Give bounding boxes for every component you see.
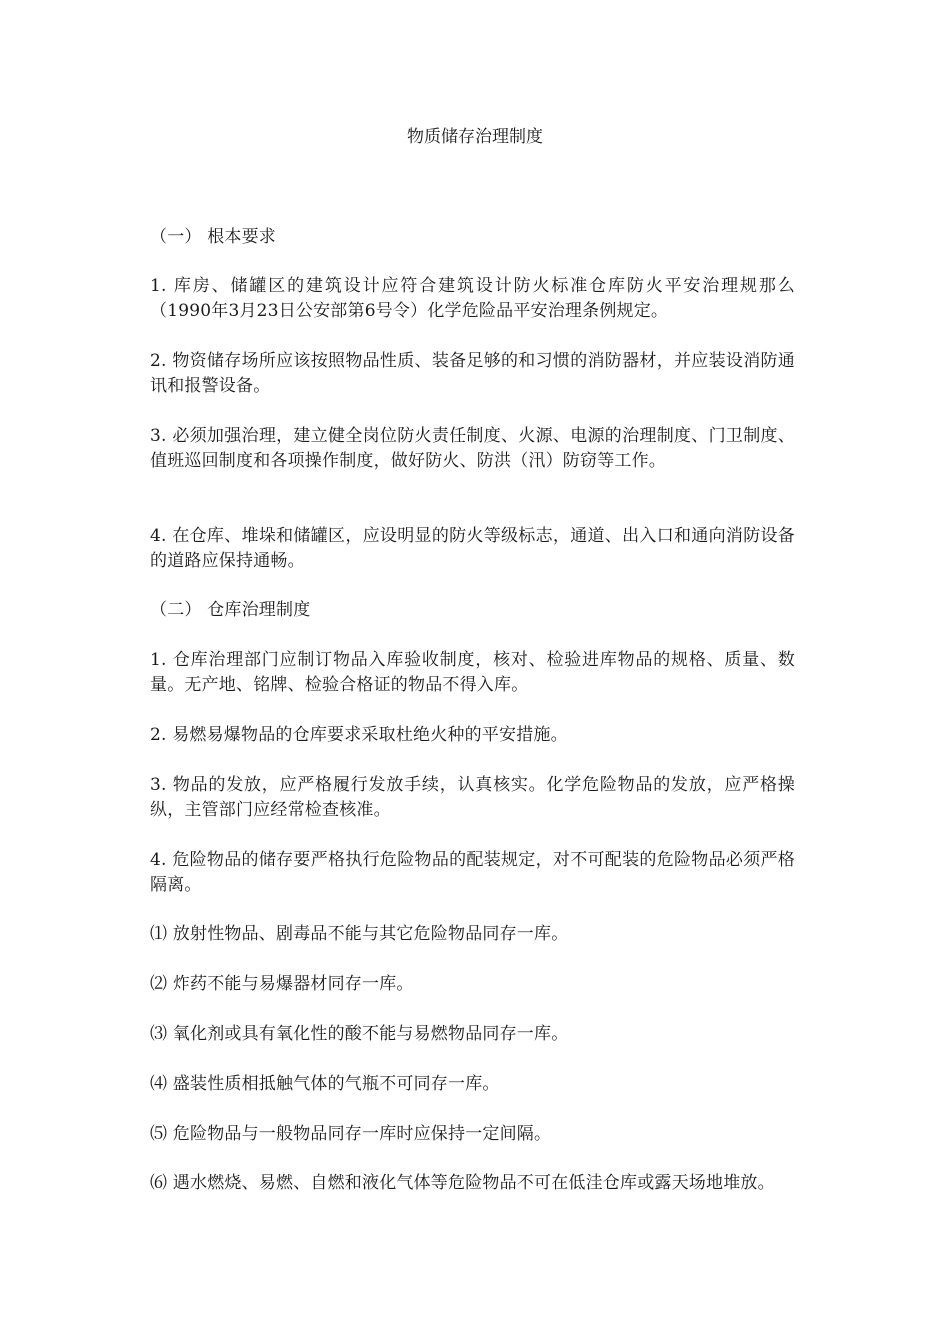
paragraph-building-design: 1. 库房、储罐区的建筑设计应符合建筑设计防火标准仓库防火平安治理规那么（1990年3月23日公安部第6号令）化学危险品平安治理条例规定。 <box>150 276 795 321</box>
list-item: ⑵ 炸药不能与易爆器材同存一库。 <box>150 974 414 994</box>
list-item: ⑶ 氧化剂或具有氧化性的酸不能与易燃物品同存一库。 <box>150 1024 569 1044</box>
list-item: ⑸ 危险物品与一般物品同存一库时应保持一定间隔。 <box>150 1124 552 1144</box>
paragraph-fire-signs: 4. 在仓库、堆垛和储罐区，应设明显的防火等级标志，通道、出入口和通向消防设备的道路应保持通畅。 <box>150 526 795 571</box>
list-item: ⑹ 遇水燃烧、易燃、自燃和液化气体等危险物品不可在低洼仓库或露天场地堆放。 <box>150 1173 775 1193</box>
paragraph-flammable-safety: 2. 易燃易爆物品的仓库要求采取杜绝火种的平安措施。 <box>150 725 568 745</box>
list-item: ⑷ 盛装性质相抵触气体的气瓶不可同存一库。 <box>150 1074 500 1094</box>
section-heading-warehouse-management: （二） 仓库治理制度 <box>150 600 311 620</box>
paragraph-distribution-procedure: 3. 物品的发放，应严格履行发放手续，认真核实。化学危险物品的发放，应严格操纵，主管部门应经常检查核准。 <box>150 775 795 820</box>
paragraph-management-system: 3. 必须加强治理，建立健全岗位防火责任制度、火源、电源的治理制度、门卫制度、值班巡回制度和各项操作制度，做好防火、防洪（汛）防窃等工作。 <box>150 426 795 471</box>
paragraph-inbound-inspection: 1. 仓库治理部门应制订物品入库验收制度，核对、检验进库物品的规格、质量、数量。无产地、铭牌、检验合格证的物品不得入库。 <box>150 650 795 695</box>
paragraph-storage-rules: 4. 危险物品的储存要严格执行危险物品的配装规定，对不可配装的危险物品必须严格隔离。 <box>150 850 795 895</box>
document-title: 物质储存治理制度 <box>407 127 543 147</box>
paragraph-fire-equipment: 2. 物资储存场所应该按照物品性质、装备足够的和习惯的消防器材，并应装设消防通讯和报警设备。 <box>150 351 795 396</box>
section-heading-basic-requirements: （一） 根本要求 <box>150 227 277 247</box>
list-item: ⑴ 放射性物品、剧毒品不能与其它危险物品同存一库。 <box>150 924 569 944</box>
